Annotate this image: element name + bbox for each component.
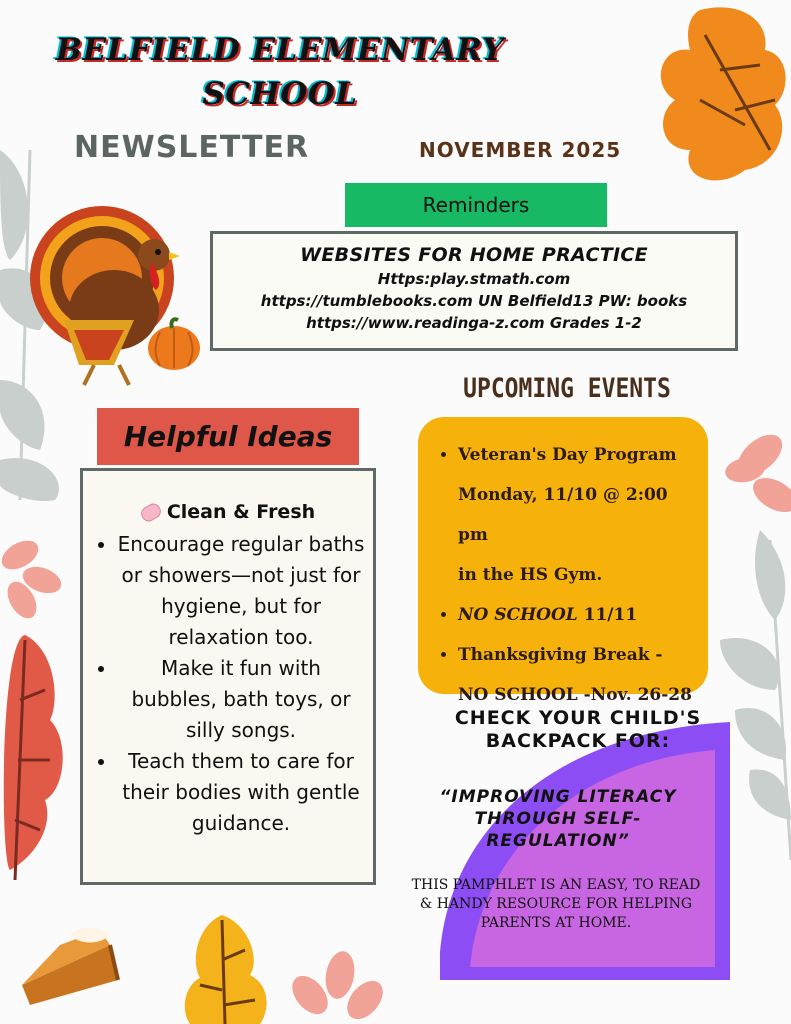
school-title-line2: SCHOOL — [202, 76, 358, 112]
ideas-subhead-text: Clean & Fresh — [166, 501, 316, 523]
pink-leaf-icon — [285, 949, 390, 1024]
upcoming-events-card — [418, 417, 708, 705]
website-line-tumblebooks[interactable]: https://tumblebooks.com UN Belfield13 PW: books — [260, 292, 688, 310]
newsletter-heading: NEWSLETTER — [74, 130, 310, 165]
event-line: • Thanksgiving Break - — [458, 645, 663, 665]
event-line: in the HS Gym. — [458, 565, 603, 585]
reminders-tab — [345, 183, 607, 227]
pink-leaf-icon — [0, 535, 65, 624]
ideas-list — [83, 529, 373, 839]
pie-icon — [22, 928, 118, 1006]
oak-leaf-icon — [185, 915, 267, 1024]
event-line: 11/11 — [577, 605, 638, 625]
turkey-illustration — [24, 200, 204, 390]
reminders-label: Reminders — [422, 193, 530, 217]
helpful-ideas-tab — [97, 408, 359, 465]
event-line-italic: NO SCHOOL — [458, 605, 578, 625]
event-line: NO SCHOOL -Nov. 26-28 — [458, 685, 692, 705]
ideas-subhead — [83, 501, 373, 523]
oak-leaf-icon — [4, 635, 63, 880]
backpack-title: CHECK YOUR CHILD'S BACKPACK FOR: — [454, 707, 702, 752]
school-title — [0, 28, 560, 116]
soap-icon — [138, 501, 163, 524]
list-item: • Encourage regular baths or showers—not just for hygiene, but for relaxation too. — [117, 529, 365, 653]
fern-leaf-icon — [720, 530, 791, 860]
event-item-thanksgiving — [458, 635, 698, 715]
event-item-veterans-day — [458, 435, 698, 595]
list-item: • Teach them to care for their bodies with gentle guidance. — [117, 746, 365, 839]
pink-leaf-icon — [723, 427, 791, 519]
pamphlet-description: THIS PAMPHLET IS AN EASY, TO READ & HANDY RESOURCE FOR HELPING PARENTS AT HOME. — [411, 877, 701, 931]
newsletter-month: NOVEMBER 2025 — [419, 138, 622, 162]
events-list — [436, 435, 698, 715]
websites-box — [210, 231, 738, 351]
list-item: • Make it fun with bubbles, bath toys, or silly songs. — [117, 653, 365, 746]
pumpkin-icon — [148, 319, 200, 370]
helpful-ideas-title: Helpful Ideas — [123, 420, 333, 453]
event-line: • Veteran's Day Program — [458, 445, 677, 465]
oak-leaf-icon — [661, 7, 786, 180]
helpful-ideas-box — [80, 468, 376, 885]
website-line-stmath[interactable]: Https:play.stmath.com — [377, 270, 571, 288]
event-line: Monday, 11/10 @ 2:00 pm — [458, 485, 668, 545]
website-line-readinga-z[interactable]: https://www.readinga-z.com Grades 1-2 — [306, 314, 642, 332]
event-item-no-school — [458, 595, 698, 635]
school-title-line1: BELFIELD ELEMENTARY — [55, 32, 505, 68]
websites-heading: WEBSITES FOR HOME PRACTICE — [300, 244, 648, 266]
upcoming-events-title: UPCOMING EVENTS — [463, 374, 671, 404]
pamphlet-name: “IMPROVING LITERACY THROUGH SELF-REGULATION” — [439, 787, 677, 851]
